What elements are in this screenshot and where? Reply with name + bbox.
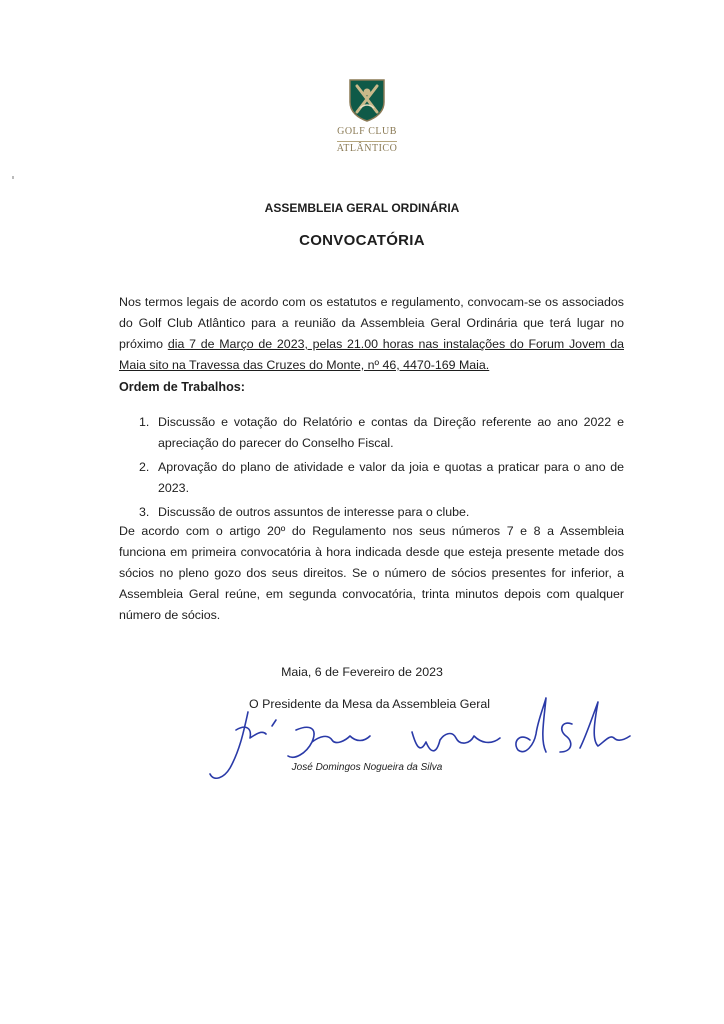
handwritten-signature (200, 690, 640, 790)
agenda-item-text: Discussão de outros assuntos de interesse para o clube. (158, 505, 470, 519)
signatory-name: José Domingos Nogueira da Silva (291, 762, 443, 773)
document-heading: ASSEMBLEIA GERAL ORDINÁRIA (264, 201, 460, 215)
club-logo (327, 78, 407, 160)
agenda-item-text: Discussão e votação do Relatório e contas da Direção referente ao ano 2022 e apreciação do parecer do Conselho Fiscal. (158, 415, 624, 450)
logo-text-line2: ATLÂNTICO (336, 143, 398, 154)
meeting-details: dia 7 de Março de 2023, pelas 21.00 horas nas instalações do Forum Jovem da Maia sito na Travessa das Cruzes do Monte, nº 46, 4470-169 Maia. (119, 337, 624, 372)
logo-text-line1: GOLF CLUB (337, 126, 397, 137)
scan-mark (12, 176, 14, 179)
agenda-item-number: 1. (139, 415, 150, 429)
rules-paragraph: De acordo com o artigo 20º do Regulamento nos seus números 7 e 8 a Assembleia funciona em primeira convocatória à hora indicada desde que esteja presente metade dos sócios no pleno gozo dos seus direitos. Se o número de sócios presentes for inferior, a Assembleia Geral reúne, em segunda convocatória, trinta minutos depois com qualquer número de sócios. (119, 524, 624, 622)
intro-paragraph (119, 292, 624, 376)
agenda-list (119, 412, 624, 526)
agenda-item (119, 457, 624, 499)
shield-icon (348, 78, 386, 122)
agenda-item-number: 2. (139, 460, 150, 474)
agenda-item (119, 412, 624, 454)
agenda-item (119, 502, 624, 523)
agenda-item-text: Aprovação do plano de atividade e valor da joia e quotas a praticar para o ano de 2023. (158, 460, 624, 495)
intro-text: Nos termos legais de acordo com os estatutos e regulamento, convocam-se os associados do Golf Club Atlântico para a reunião da Assembleia Geral Ordinária que terá lugar no próximo (119, 295, 624, 351)
document-title: CONVOCATÓRIA (299, 232, 425, 249)
signatory-role: O Presidente da Mesa da Assembleia Geral (249, 697, 491, 711)
agenda-title: Ordem de Trabalhos: (119, 380, 245, 394)
agenda-item-number: 3. (139, 505, 150, 519)
place-date: Maia, 6 de Fevereiro de 2023 (281, 665, 443, 679)
